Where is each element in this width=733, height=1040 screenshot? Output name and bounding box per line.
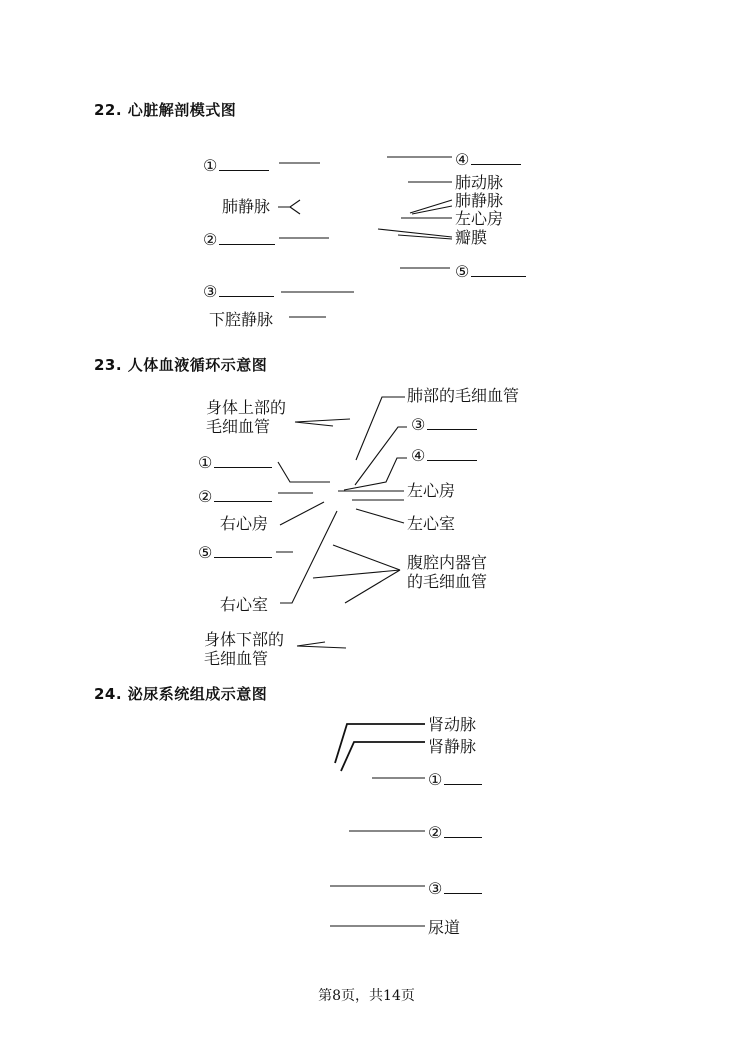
q23-leader-upper-a [295, 419, 350, 422]
q22-title: 22. 心脏解剖模式图 [94, 101, 237, 119]
q23-leader-abd-3 [345, 570, 400, 603]
q23-abdomen-line1: 腹腔内器官 [407, 553, 488, 572]
q22-circle-3: ③ [203, 282, 218, 301]
q23-lower-capillary-line1: 身体下部的 [204, 630, 285, 649]
q23-circle-3: ③ [411, 415, 426, 434]
q24-urethra: 尿道 [428, 918, 461, 937]
q23-lung-capillary: 肺部的毛细血管 [407, 386, 520, 405]
q23-leader-abd-2 [313, 570, 400, 578]
page-footer: 第8页，共14页 [318, 988, 415, 1004]
q22-pulmonary-vein-right: 肺静脉 [455, 191, 504, 210]
q23-circle-2: ② [198, 487, 213, 506]
q22-pulmonary-artery: 肺动脉 [455, 173, 504, 192]
q24-renal-artery: 肾动脉 [428, 715, 477, 734]
q22-leader-pv-a [410, 200, 452, 213]
q23-circle-1: ① [198, 453, 213, 472]
q23-abdomen-line2: 的毛细血管 [407, 572, 488, 591]
q23-leader-abd-1 [333, 545, 400, 570]
q22-circle-4: ④ [455, 150, 470, 169]
q23-leader-1 [278, 462, 330, 482]
q22-leader-pv-lower [290, 207, 300, 214]
q23-leader-upper-b [295, 422, 333, 426]
q22-circle-5: ⑤ [455, 262, 470, 281]
q24-circle-3: ③ [428, 879, 443, 898]
q22-pulmonary-vein-left: 肺静脉 [222, 197, 271, 216]
q24-renal-vein: 肾静脉 [428, 737, 477, 756]
q23-upper-capillary-line2: 毛细血管 [206, 417, 271, 436]
q24-leader-renal-artery [335, 724, 425, 763]
q22-circle-1: ① [203, 156, 218, 175]
q24-leader-renal-vein [341, 742, 425, 771]
q23-leader-rv [280, 511, 337, 603]
q23-circle-4: ④ [411, 446, 426, 465]
q23-leader-lv [356, 509, 404, 523]
q22-valve: 瓣膜 [455, 228, 488, 247]
q22-leader-pv-upper [278, 200, 300, 207]
q23-leader-lower-b [297, 642, 325, 646]
q24-circle-2: ② [428, 823, 443, 842]
q22-inferior-vena-cava: 下腔静脉 [209, 310, 274, 329]
q24-title: 24. 泌尿系统组成示意图 [94, 685, 268, 703]
q23-leader-ra [280, 502, 324, 525]
q22-left-atrium: 左心房 [455, 209, 504, 228]
q23-upper-capillary-line1: 身体上部的 [206, 398, 287, 417]
q23-left-ventricle: 左心室 [407, 514, 456, 533]
q23-right-atrium: 右心房 [220, 514, 269, 533]
q23-left-atrium: 左心房 [407, 481, 456, 500]
q24-circle-1: ① [428, 770, 443, 789]
q23-leader-4 [344, 458, 407, 490]
q22-circle-2: ② [203, 230, 218, 249]
q23-leader-lower-a [297, 646, 346, 648]
q23-lower-capillary-line2: 毛细血管 [204, 649, 269, 668]
q23-title: 23. 人体血液循环示意图 [94, 356, 268, 374]
q23-leader-3 [355, 427, 407, 485]
q23-circle-5: ⑤ [198, 543, 213, 562]
q23-right-ventricle: 右心室 [220, 595, 269, 614]
